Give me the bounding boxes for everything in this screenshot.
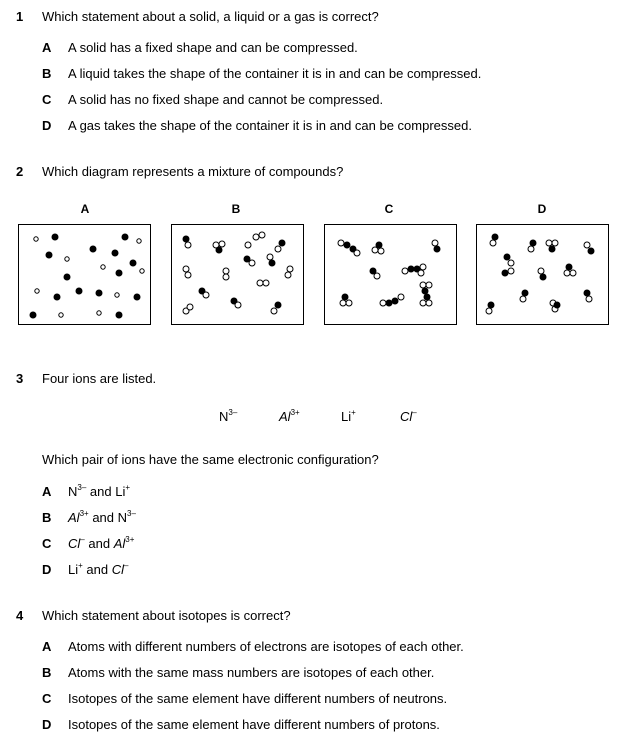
option-letter: A bbox=[42, 484, 52, 499]
ion-symbol: Cl bbox=[400, 409, 413, 424]
ion-charge: 3– bbox=[228, 407, 238, 417]
particles-diagram-c bbox=[325, 225, 458, 326]
ion-1 bbox=[219, 409, 237, 425]
question-number: 2 bbox=[16, 164, 24, 179]
ion-3 bbox=[341, 409, 356, 425]
ion-charge: – bbox=[412, 407, 417, 417]
option-letter: B bbox=[42, 510, 52, 525]
question-stem: Which statement about isotopes is correct? bbox=[42, 608, 291, 623]
option-text: Li+ and Cl– bbox=[68, 560, 129, 577]
option-letter: D bbox=[42, 562, 52, 577]
option-text: Cl– and $Al^{3+}$ bbox=[68, 534, 135, 551]
option-text: A solid has a fixed shape and can be compressed. bbox=[68, 40, 358, 55]
question-text: Which pair of ions have the same electronic configuration? bbox=[42, 452, 379, 467]
ion-2 bbox=[279, 409, 300, 425]
option-letter: A bbox=[42, 639, 52, 654]
particles-diagram-b bbox=[172, 225, 305, 326]
option-text: A gas takes the shape of the container it is in and can be compressed. bbox=[68, 118, 472, 133]
option-letter: C bbox=[42, 536, 52, 551]
option-text: Isotopes of the same element have different numbers of protons. bbox=[68, 717, 440, 732]
particles-diagram-a bbox=[19, 225, 152, 326]
option-text: Atoms with different numbers of electrons are isotopes of each other. bbox=[68, 639, 464, 654]
diagram-label-c: C bbox=[384, 202, 394, 216]
option-letter: A bbox=[42, 40, 52, 55]
option-letter: B bbox=[42, 66, 52, 81]
diagram-label-a: A bbox=[80, 202, 90, 216]
diagram-label-d: D bbox=[537, 202, 547, 216]
ion-symbol: Al bbox=[279, 409, 291, 424]
diagram-d bbox=[476, 224, 609, 325]
question-stem: Which diagram represents a mixture of compounds? bbox=[42, 164, 344, 179]
option-text: Atoms with the same mass numbers are isotopes of each other. bbox=[68, 665, 435, 680]
option-text: A solid has no fixed shape and cannot be compressed. bbox=[68, 92, 384, 107]
ion-charge: + bbox=[351, 407, 356, 417]
particles-diagram-d bbox=[477, 225, 610, 326]
option-text: $Al^{3+}$ and $N^{3-}$ bbox=[68, 508, 136, 525]
diagram-c bbox=[324, 224, 457, 325]
option-letter: D bbox=[42, 118, 52, 133]
option-text: $N^{3-}$ and Li+ bbox=[68, 482, 131, 499]
diagram-b bbox=[171, 224, 304, 325]
ion-symbol: Li bbox=[341, 409, 352, 424]
ion-4 bbox=[400, 409, 417, 425]
option-letter: C bbox=[42, 691, 52, 706]
question-stem: Which statement about a solid, a liquid or a gas is correct? bbox=[42, 9, 379, 24]
option-text: Isotopes of the same element have different numbers of neutrons. bbox=[68, 691, 448, 706]
question-number: 1 bbox=[16, 9, 24, 24]
question-number: 3 bbox=[16, 371, 24, 386]
option-letter: B bbox=[42, 665, 52, 680]
ion-charge: 3+ bbox=[290, 407, 300, 417]
question-number: 4 bbox=[16, 608, 24, 623]
option-letter: D bbox=[42, 717, 52, 732]
ion-symbol: N bbox=[219, 409, 229, 424]
diagram-a bbox=[18, 224, 151, 325]
diagram-label-b: B bbox=[231, 202, 241, 216]
option-text: A liquid takes the shape of the container it is in and can be compressed. bbox=[68, 66, 482, 81]
option-letter: C bbox=[42, 92, 52, 107]
question-stem: Four ions are listed. bbox=[42, 371, 157, 386]
